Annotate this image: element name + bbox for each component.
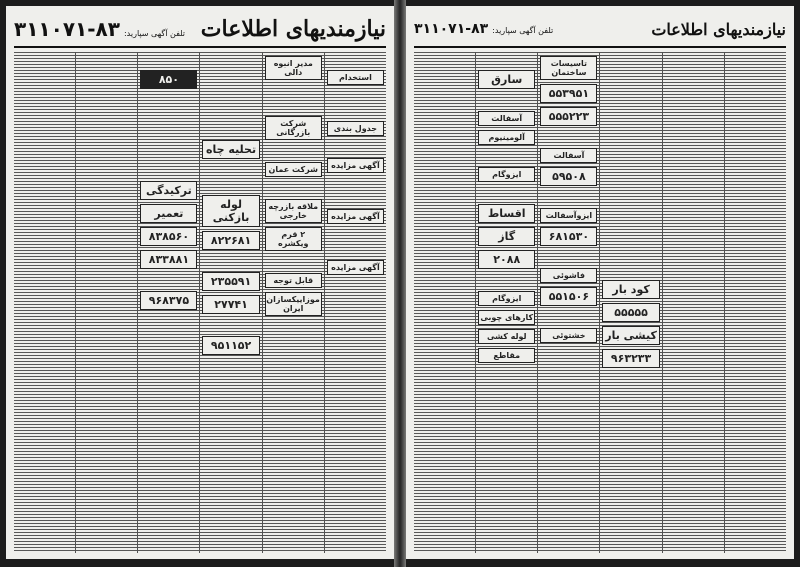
ad-box: کود بار bbox=[602, 280, 659, 299]
ad-box: ترکیدگی bbox=[140, 181, 197, 200]
masthead-title: نیازمندیهای اطلاعات bbox=[200, 16, 386, 42]
ad-box: مقاطع bbox=[478, 348, 535, 363]
ad-column bbox=[414, 52, 475, 553]
ad-columns bbox=[14, 52, 386, 553]
ad-box: شرکت عمان bbox=[265, 162, 322, 177]
masthead-phone: ۳۱۱۰۷۱-۸۳ bbox=[14, 17, 120, 41]
ad-phone: ۹۵۱۱۵۲ bbox=[202, 336, 259, 355]
ad-box: تعمیر bbox=[140, 204, 197, 223]
ad-box: ۲ قرم ویکشره bbox=[265, 227, 322, 251]
ad-phone: ۲۷۷۴۱ bbox=[202, 295, 259, 314]
ad-box: سارق bbox=[478, 70, 535, 89]
ad-phone: ۸۳۸۵۶۰ bbox=[140, 227, 197, 246]
masthead bbox=[414, 12, 786, 48]
ad-phone: ۲۳۵۵۹۱ bbox=[202, 272, 259, 291]
newspaper-spine bbox=[394, 0, 406, 567]
ad-box: قابل توجه bbox=[265, 273, 322, 288]
ad-phone: ۲۰۸۸ bbox=[478, 250, 535, 269]
ad-phone: ۵۵۵۵۵ bbox=[602, 303, 659, 322]
ad-box: ایزوگام bbox=[478, 167, 535, 182]
ad-phone: ۵۵۳۹۵۱ bbox=[540, 84, 597, 103]
ad-box: کارهای چوبی bbox=[478, 310, 535, 325]
ad-box: آلومینیوم bbox=[478, 130, 535, 145]
ad-box: آگهی مزایده bbox=[327, 260, 384, 275]
ad-column bbox=[537, 52, 599, 553]
ad-column bbox=[262, 52, 324, 553]
ad-box: آسفالت bbox=[478, 111, 535, 126]
ad-box: آگهی مزایده bbox=[327, 209, 384, 224]
ad-box: فاشوئی bbox=[540, 268, 597, 283]
ad-phone: ۹۶۳۲۳۳ bbox=[602, 349, 659, 368]
ad-column bbox=[75, 52, 137, 553]
ad-box: تاسیسات ساختمان bbox=[540, 56, 597, 80]
ad-box: ایزوگام bbox=[478, 291, 535, 306]
ad-box: لوله کشی bbox=[478, 329, 535, 344]
ad-column bbox=[475, 52, 537, 553]
ad-column bbox=[724, 52, 786, 553]
ad-box: آسفالت bbox=[540, 148, 597, 163]
ad-column bbox=[662, 52, 724, 553]
masthead-phone: ۳۱۱۰۷۱-۸۳ bbox=[414, 21, 489, 37]
ad-box: استخدام bbox=[327, 70, 384, 85]
ad-box: شرکت بازرگانی bbox=[265, 116, 322, 140]
ad-box: تحلیه چاه bbox=[202, 140, 259, 159]
newspaper-page-right bbox=[406, 6, 794, 559]
ad-phone: ۶۸۱۵۳۰ bbox=[540, 227, 597, 246]
ad-phone: ۸۳۳۸۸۱ bbox=[140, 250, 197, 269]
ad-column bbox=[137, 52, 199, 553]
ad-box: آگهی مزایده bbox=[327, 158, 384, 173]
ad-phone: ۹۶۸۳۷۵ bbox=[140, 291, 197, 310]
ad-column bbox=[324, 52, 386, 553]
ad-phone: ۵۹۵۰۸ bbox=[540, 167, 597, 186]
ad-phone: ۵۵۱۵۰۶ bbox=[540, 287, 597, 306]
ad-column bbox=[199, 52, 261, 553]
masthead-title: نیازمندیهای اطلاعات bbox=[651, 19, 786, 39]
ad-box: کیشی بار bbox=[602, 326, 659, 345]
masthead-subtitle: تلفن آگهی سپارید: bbox=[123, 29, 185, 38]
ad-phone: ۵۵۵۲۲۳ bbox=[540, 107, 597, 126]
ad-box: ایزوآسفالت bbox=[540, 208, 597, 223]
ad-box: لوله بازکنی bbox=[202, 195, 259, 227]
ad-columns bbox=[414, 52, 786, 553]
masthead-subtitle: تلفن آگهی سپارید: bbox=[492, 26, 554, 35]
masthead bbox=[14, 12, 386, 48]
ad-box: خشتوئی bbox=[540, 328, 597, 343]
newspaper-page-left bbox=[6, 6, 394, 559]
ad-column bbox=[14, 52, 75, 553]
ad-box: ملاقه بازرچه خارجی bbox=[265, 199, 322, 223]
ad-phone: ۸۲۲۶۸۱ bbox=[202, 231, 259, 250]
ad-box: گاز bbox=[478, 227, 535, 246]
ad-column bbox=[599, 52, 661, 553]
ad-box: اقساط bbox=[478, 204, 535, 223]
ad-box: جدول بندی bbox=[327, 121, 384, 136]
ad-box: مدیر انبوه دالی bbox=[265, 56, 322, 80]
ad-box: موزاییکسازان ایران bbox=[265, 292, 322, 316]
ad-box: ۸۵۰ bbox=[140, 70, 197, 89]
